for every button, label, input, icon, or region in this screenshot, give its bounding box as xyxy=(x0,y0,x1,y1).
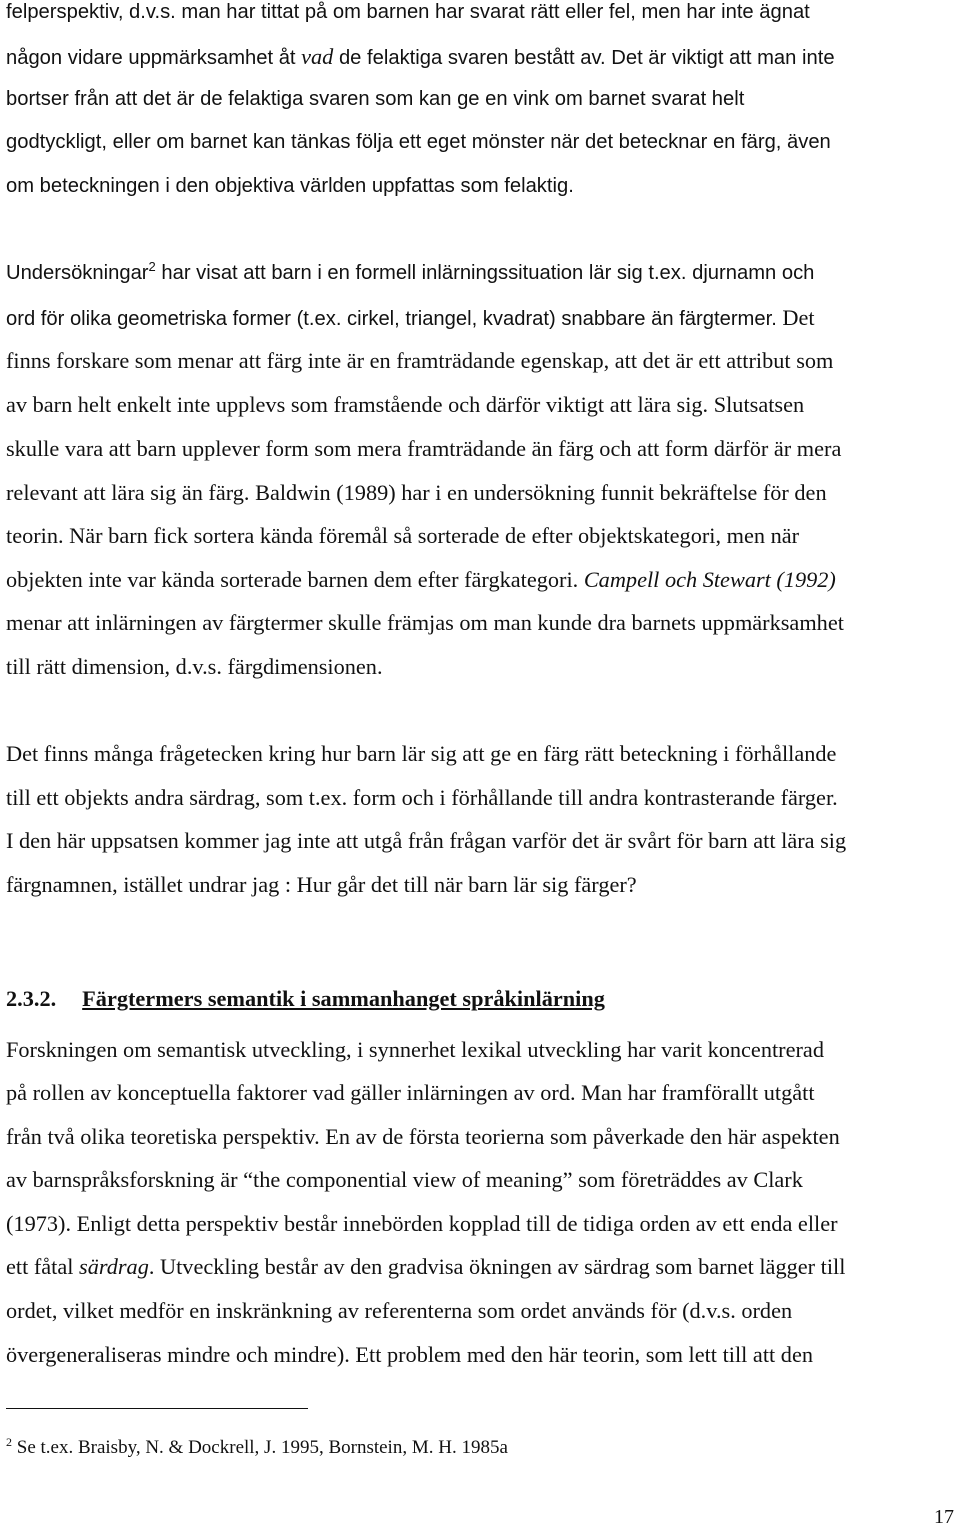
text-line xyxy=(6,785,838,811)
text-run: Baldwin (1989) har i en undersökning funnit bekräftelse för den xyxy=(249,480,827,505)
text-run: om beteckningen i den objektiva världen uppfattas som felaktig. xyxy=(6,175,574,197)
text-run: till rätt dimension, d.v.s. färgdimensionen. xyxy=(6,654,383,679)
citation-text: Campell och Stewart (1992) xyxy=(583,567,836,592)
text-line xyxy=(6,610,844,636)
text-run: relevant att lära sig än färg. xyxy=(6,480,250,505)
text-line xyxy=(6,44,835,70)
text-run: ett fåtal xyxy=(6,1254,80,1279)
text-run: I den här uppsatsen kommer jag inte att utgå från frågan varför det är svårt för barn att lära sig xyxy=(6,828,847,853)
text-line xyxy=(6,654,383,680)
text-line xyxy=(6,348,833,374)
section-title: Färgtermers semantik i sammanhanget språkinlärning xyxy=(82,986,605,1011)
text-run: bortser från att det är de felaktiga svaren som kan ge en vink om barnet svarat helt xyxy=(6,88,745,110)
text-run: ord för olika geometriska former (t.ex. cirkel, triangel, kvadrat) snabbare än färgtermer. xyxy=(6,308,777,330)
emphasis-text: särdrag xyxy=(79,1254,149,1279)
text-line xyxy=(6,872,637,898)
text-line xyxy=(6,259,815,285)
text-run: Slutsatsen xyxy=(708,392,805,417)
text-run: godtyckligt, eller om barnet kan tänkas följa ett eget mönster när det betecknar en färg, även xyxy=(6,131,831,153)
text-run: till ett objekts andra särdrag, som t.ex. form och i förhållande till andra kontrasterande färger. xyxy=(6,785,838,810)
text-line xyxy=(6,1342,813,1368)
footnote xyxy=(6,1437,508,1459)
emphasis-text: vad xyxy=(301,44,334,69)
text-run: på rollen av konceptuella faktorer vad gäller inlärningen av ord. Man har framförallt utgått xyxy=(6,1080,815,1105)
text-run: de felaktiga svaren bestått av. Det är viktigt att man inte xyxy=(333,47,835,69)
text-run: menar att inlärningen av färgtermer skulle främjas om man kunde dra barnets uppmärksamhet xyxy=(6,610,844,635)
footnote-separator xyxy=(6,1408,308,1409)
text-line xyxy=(6,480,827,506)
text-line xyxy=(6,1124,840,1150)
text-line xyxy=(6,1037,824,1063)
footnote-marker: 2 xyxy=(6,1435,12,1449)
text-run: har visat att barn i en formell inlärningssituation lär sig t.ex. djurnamn och xyxy=(155,262,815,284)
text-run: Forskningen om semantisk utveckling, i synnerhet lexikal utveckling har varit koncentrerad xyxy=(6,1037,824,1062)
text-line xyxy=(6,741,836,767)
text-line xyxy=(6,175,574,198)
text-run: finns forskare som menar att färg inte är en framträdande egenskap, att det är ett attribut som xyxy=(6,348,834,373)
section-number: 2.3.2. xyxy=(6,986,57,1011)
text-run: . Utveckling består av den gradvisa ökningen av särdrag som barnet lägger till xyxy=(148,1254,846,1279)
text-line xyxy=(6,1211,838,1237)
page-number: 17 xyxy=(934,1506,954,1528)
footnote-reference: 2 xyxy=(148,259,156,274)
text-run: När barn fick sortera kända föremål så sorterade de efter objektskategori, men när xyxy=(63,523,800,548)
text-run: någon vidare uppmärksamhet åt xyxy=(6,47,302,69)
text-run: av barn helt enkelt inte upplevs som framstående och därför viktigt att lära sig. xyxy=(6,392,709,417)
text-run: objekten inte var kända sorterade barnen dem efter färgkategori. xyxy=(6,567,584,592)
text-run: färgnamnen, istället undrar jag : Hur går det till när barn lär sig färger? xyxy=(6,872,637,897)
text-line xyxy=(6,392,804,418)
text-run: felperspektiv, d.v.s. man har tittat på om barnen har svarat rätt eller fel, men har inte ägnat xyxy=(6,1,810,23)
text-line xyxy=(6,305,815,331)
section-heading xyxy=(6,986,605,1012)
text-line xyxy=(6,523,799,549)
text-run: Det xyxy=(776,305,815,330)
text-run: av barnspråksforskning är “the componential view of meaning” som företräddes av Clark xyxy=(6,1167,803,1192)
text-line xyxy=(6,567,836,593)
text-line xyxy=(6,131,831,154)
text-run: (1973). Enligt detta perspektiv består innebörden kopplad till de tidiga orden av ett enda eller xyxy=(6,1211,838,1236)
text-line xyxy=(6,88,744,111)
text-line xyxy=(6,436,841,462)
text-line xyxy=(6,828,846,854)
text-line xyxy=(6,1167,803,1193)
text-run: övergeneraliseras mindre och mindre). Ett problem med den här teorin, som lett till att den xyxy=(6,1342,813,1367)
text-run: från två olika teoretiska perspektiv. En av de första teorierna som påverkade den här aspekten xyxy=(6,1124,840,1149)
text-run: Undersökningar xyxy=(6,262,149,284)
text-line xyxy=(6,1080,815,1106)
text-line xyxy=(6,1254,845,1280)
text-line xyxy=(6,1298,792,1324)
text-run: ordet, vilket medför en inskränkning av referenterna som ordet används för (d.v.s. orden xyxy=(6,1298,793,1323)
text-run: skulle vara att barn upplever form som mera framträdande än färg och att form därför är mera xyxy=(6,436,842,461)
text-run: teorin. xyxy=(6,523,64,548)
text-run: Det finns många frågetecken kring hur barn lär sig att ge en färg rätt beteckning i förhållande xyxy=(6,741,837,766)
text-line xyxy=(6,1,810,24)
footnote-text: Se t.ex. Braisby, N. & Dockrell, J. 1995, Bornstein, M. H. 1985a xyxy=(12,1437,508,1458)
